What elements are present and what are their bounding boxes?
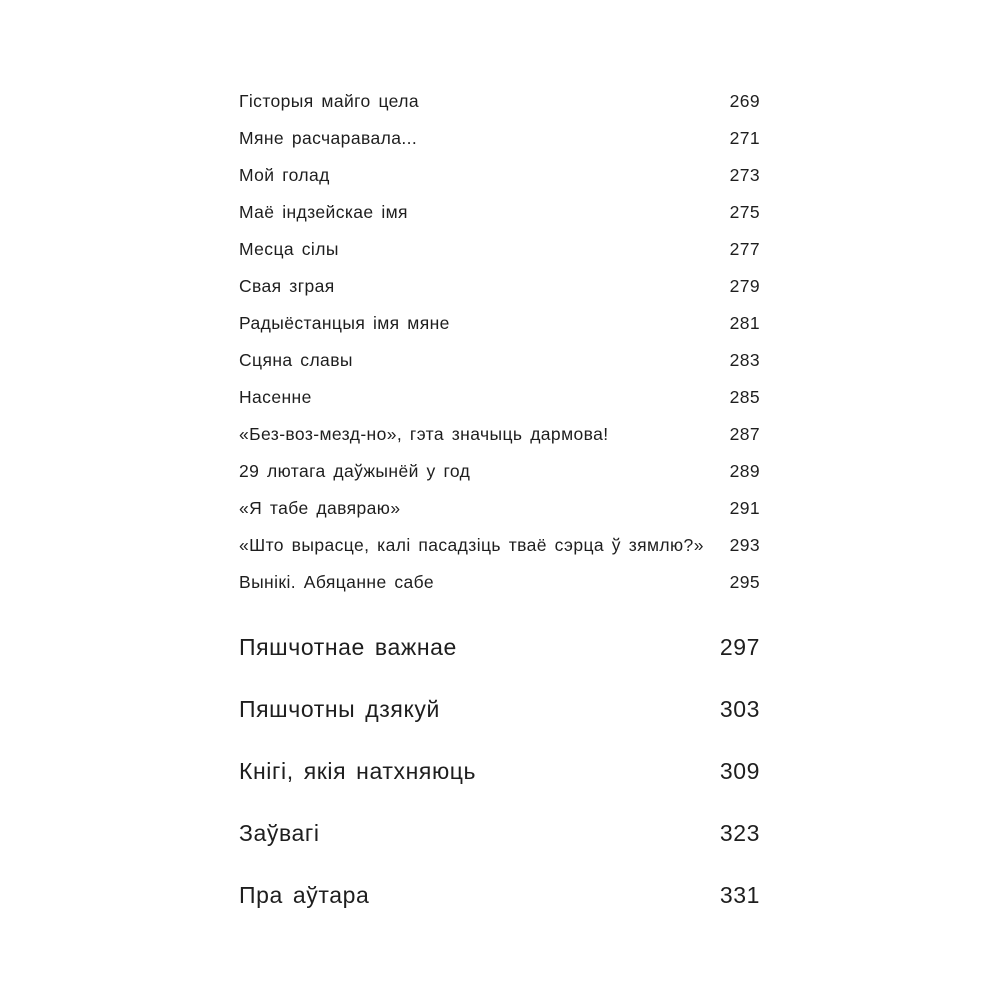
toc-entry-page-number: 297 [719, 633, 760, 660]
toc-entry-title: Радыёстанцыя імя мяне [239, 313, 450, 333]
toc-entry-page-number: 303 [719, 695, 760, 722]
toc-entry-page-number: 273 [729, 165, 760, 185]
toc-entry [239, 564, 760, 601]
toc-entry-page-number: 323 [719, 819, 760, 846]
toc-entry-title: Насенне [239, 387, 312, 407]
toc-entry-title: Заўвагі [239, 819, 320, 846]
toc-entry-title: Гісторыя майго цела [239, 91, 419, 111]
toc-entry-page-number: 289 [729, 461, 760, 481]
toc-section-entry [239, 678, 760, 740]
toc-entry-title: Пяшчотны дзякуй [239, 695, 440, 722]
toc-entry-title: Маё індзейскае імя [239, 202, 408, 222]
toc-entry-page-number: 269 [729, 91, 760, 111]
toc-entry-page-number: 295 [729, 572, 760, 592]
toc-entry-title: Вынікі. Абяцанне сабе [239, 572, 434, 592]
toc-entry-title: Свая зграя [239, 276, 335, 296]
toc-entry-title: Пяшчотнае важнае [239, 633, 457, 660]
toc-entry-page-number: 279 [729, 276, 760, 296]
toc-entry [239, 342, 760, 379]
toc-entry [239, 453, 760, 490]
toc-entry-title: 29 лютага даўжынёй у год [239, 461, 471, 481]
table-of-contents [239, 83, 760, 926]
toc-entry [239, 416, 760, 453]
toc-entry-page-number: 285 [729, 387, 760, 407]
toc-section-entry [239, 740, 760, 802]
toc-section-entry [239, 802, 760, 864]
toc-entry-page-number: 275 [729, 202, 760, 222]
toc-entry [239, 231, 760, 268]
toc-entry [239, 157, 760, 194]
toc-entry-title: Кнігі, якія натхняюць [239, 757, 477, 784]
toc-entry-page-number: 291 [729, 498, 760, 518]
toc-entry [239, 305, 760, 342]
toc-entry [239, 194, 760, 231]
toc-entry-title: Месца сілы [239, 239, 339, 259]
toc-entry-title: Сцяна славы [239, 350, 353, 370]
toc-entry [239, 379, 760, 416]
toc-entry-title: Мяне расчаравала... [239, 128, 418, 148]
toc-entry-page-number: 281 [729, 313, 760, 333]
toc-entry [239, 527, 760, 564]
toc-entry [239, 268, 760, 305]
toc-entry [239, 120, 760, 157]
toc-entry-page-number: 277 [729, 239, 760, 259]
toc-entry-page-number: 331 [719, 881, 760, 908]
toc-entry [239, 490, 760, 527]
toc-entry [239, 83, 760, 120]
toc-entry-title: Мой голад [239, 165, 330, 185]
toc-entry-title: Пра аўтара [239, 881, 370, 908]
toc-entry-page-number: 293 [729, 535, 760, 555]
toc-entry-title: «Я табе давяраю» [239, 498, 401, 518]
back-matter-entries-list [239, 616, 760, 926]
toc-entry-page-number: 271 [729, 128, 760, 148]
toc-entry-page-number: 283 [729, 350, 760, 370]
chapter-entries-list [239, 83, 760, 601]
toc-section-entry [239, 616, 760, 678]
toc-section-entry [239, 864, 760, 926]
toc-entry-page-number: 287 [729, 424, 760, 444]
toc-entry-title: «Што вырасце, калі пасадзіць тваё сэрца ў зямлю?» [239, 535, 704, 555]
toc-entry-title: «Без-воз-мезд-но», гэта значыць дармова! [239, 424, 609, 444]
toc-entry-page-number: 309 [719, 757, 760, 784]
